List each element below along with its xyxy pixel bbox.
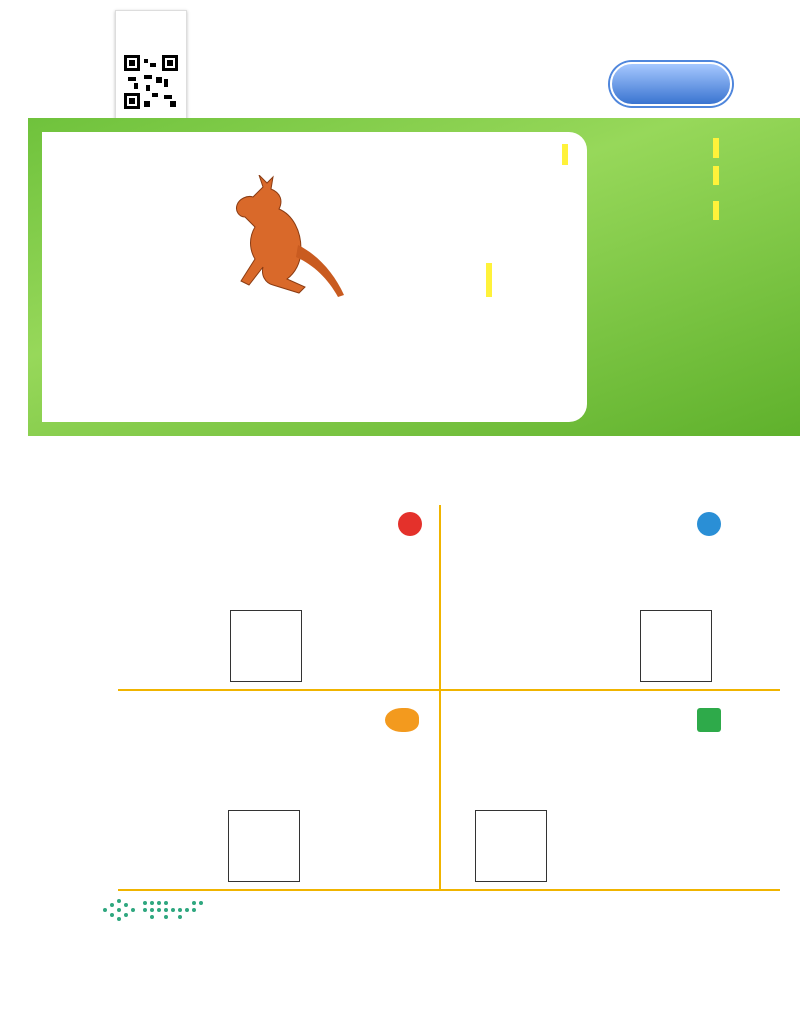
definition-text xyxy=(562,144,568,165)
number-line-lesson xyxy=(60,305,580,365)
example-row xyxy=(414,195,564,229)
vocab-number-line xyxy=(713,201,719,220)
lesson-idea-panel xyxy=(595,130,723,425)
example-row xyxy=(414,229,564,263)
lesson-number-badge xyxy=(610,62,732,106)
ministry-dots-icon xyxy=(100,895,210,925)
exercise-1-badge xyxy=(697,512,721,536)
definition-term xyxy=(562,144,568,165)
teacher-note xyxy=(302,898,752,917)
divider-horizontal xyxy=(118,689,780,691)
examples-block xyxy=(414,195,564,297)
example-word-highlight xyxy=(486,263,492,297)
exercise-2-answer-box[interactable] xyxy=(230,610,302,682)
apple-icon xyxy=(398,512,422,536)
example-row xyxy=(414,263,564,297)
exercise-4-answer-box[interactable] xyxy=(228,810,300,882)
kangaroo-image xyxy=(228,175,348,300)
qr-code-icon xyxy=(124,55,178,109)
number-line-reference xyxy=(95,445,705,495)
fish-icon xyxy=(385,708,419,732)
exercise-1-number-line xyxy=(452,540,782,610)
ministry-logo xyxy=(55,895,215,929)
divider-vertical xyxy=(439,505,441,890)
exercise-3-badge xyxy=(697,708,721,732)
exercise-4-number-line xyxy=(125,735,430,805)
exercise-2-number-line xyxy=(125,540,430,610)
exercise-3-number-line xyxy=(452,735,782,805)
exercise-3-answer-box[interactable] xyxy=(475,810,547,882)
vocab-between xyxy=(713,166,719,185)
vocab-heading xyxy=(595,138,719,158)
vocab-heading-text xyxy=(713,138,719,158)
exercise-1-answer-box[interactable] xyxy=(640,610,712,682)
divider-bottom xyxy=(118,889,780,891)
page-footer xyxy=(736,960,752,978)
